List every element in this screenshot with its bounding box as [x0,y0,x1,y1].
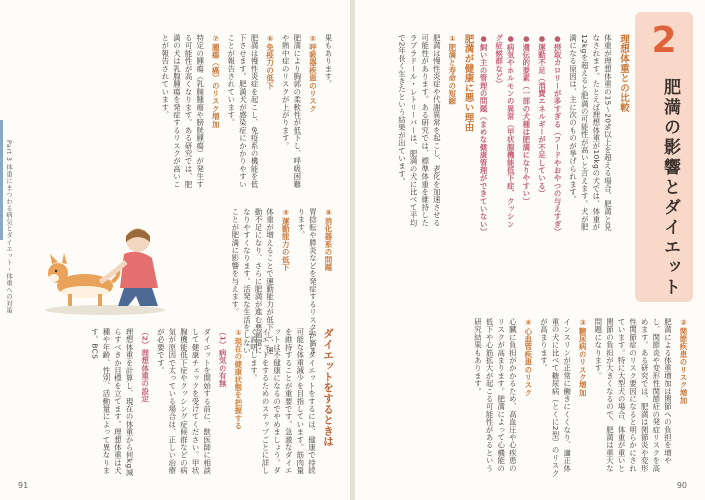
cause-4: ●病気やホルモンの異常（甲状腺機能低下症、クッシング症候群など） [494,34,516,229]
bad-heading: 肥満が健康に悪い理由 [462,34,474,132]
right-top-column [369,34,629,234]
left-top-column [14,34,334,194]
bad4-text: 心臓に負担がかかるため、高血圧や心疾患のリスクが高まります。肥満によって心機能の低下や心筋拡大が起こる可能性があるという研究結果もあります。 [473,318,518,472]
cause-2: ●運動不足（消費エネルギーが不足している） [537,34,547,198]
cause-3: ●遺伝的要素（一部の犬種は肥満になりやすい） [521,34,531,205]
item8-title: ⑧消化器系の問題 [324,208,333,272]
bad3-title: ③糖尿病のリスク増加 [578,318,588,397]
step1-sub: （1）病気の有無 [218,328,228,388]
cause-5: ●飼い主の管理の問題（まめな健康管理ができていない） [479,34,489,236]
item8-text: 胃捻転や膵炎などを発症するリスクが高まります。 [296,208,318,355]
ideal-weight-heading: 理想体重との比較 [618,34,629,113]
bad2-title: ②関節疾患のリスク増加 [679,318,688,405]
part-sidebar-label: Part 3 体重にまつわる病気とダイエット・体重への対策 [5,140,12,314]
diet-intro: 正しくダイエットをするには、健康で持続可能な体重減少を目指しています。筋肉量を維持することが重要です。急激なダイエットは不健康になるのでやめましょう。ダイエットをするためのステップごとに詳しく説明します。 [249,328,317,475]
page-number-right: 90 [676,481,687,490]
right-bottom-column [369,318,689,478]
left-bottom-column [14,328,334,478]
item6-title: ⑥免疫力の低下 [265,34,275,90]
chapter-number: 2 [651,20,677,61]
bad4-title: ④心血管疾患のリスク [523,318,533,397]
sidebar-bar [0,120,3,240]
right-page [355,0,705,500]
item5-text: 肥満により胸郭の柔軟性が低下し、呼吸困難や熱中症のリスクが上がります。 [281,34,302,188]
bad2-text: 肥満による体重増加は関節への負担を増やし、関節炎や変形性関節症の発症リスクを高めます。ある研究では、肥満は関節炎や変形性関節症のリスク要因になると明らかにされています。特に大型犬の場合、体重が重いと関節の負担が大きくなるので、肥満は重大な問題になります。 [593,318,673,472]
ideal-weight-text: 体重が理想体重の15～20%以上を超える場合、肥満と見なされます。たとえば理想体重が10kgの犬では、体重が12kgを超えると肥満の可能性が高いと言えます。犬が肥満になる原因は、主に次のものが挙げられます。 [568,34,613,231]
step1-title: ①現在の健康状態を把握する [233,328,243,430]
bad1-title: ①肥満と寿命の短縮 [447,34,457,105]
step2-text: 理想体重を計算し、現在の体重から何kg減らすべきか目標を立てます。理想体重は犬種や年齢、性別、活動量によって異なります。BCS [90,328,135,477]
bad3-text: インスリンが正常に働きにくくなり、適正体重の犬に比べて糖尿病（とくに2型）のリスクが高まります。 [539,318,572,478]
item6-text: 肥満は慢性炎症を起こし、免疫系の機能を低下させます。肥満犬が感染症にかかりやすいことが報告されています。 [226,34,260,188]
item7-text: 特定の腫瘍（乳腺腫瘍や膀胱腫瘍）が発生する可能性が高くなります。ある研究では、肥満の犬は乳腺腫瘍を発症するリスクが高いことが報告されています。 [160,34,205,188]
item5-title: ⑤呼吸器疾患のリスク [308,34,318,113]
extra-text: 果もあります。 [324,34,333,88]
step2-sub: （2）理想体重の設定 [140,328,150,403]
step1-text: ダイエットを開始する前に、獣医師に相談して健康チェックを受けてください。甲状腺機能低下症やクッシング症候群などの病気が原因で太っている場合は、正しい治療が必要です。 [156,328,212,475]
diet-heading: ダイエットをするときは [322,328,334,447]
item7-title: ⑦腫瘍（癌）のリスク増加 [211,34,221,128]
chapter-title: 肥満の影響とダイエット [660,78,680,298]
left-page [0,0,350,500]
bad1-text: 肥満は慢性炎症や代謝異常を起こし、老化を加速させる可能性があります。ある研究では、標準体重を維持したラブラドール・レトリーバーは、肥満の犬に比べて平均で2年長く生きたという結果が出ています。 [397,34,442,227]
item9-title: ⑨運動能力の低下 [281,208,291,272]
item9-text: 体重が増えることで運動能力が低下し、運動不足になり、さらに肥満が進む悪循環になりやすくなります。活発な生活をしないことが肥満に影響を与えます。 [230,208,275,355]
cause-1: ●摂取カロリーが多すぎる（フードやおやつの与えすぎ） [553,34,563,236]
page-number-left: 91 [18,481,29,490]
dog-owner-illustration [40,218,170,318]
